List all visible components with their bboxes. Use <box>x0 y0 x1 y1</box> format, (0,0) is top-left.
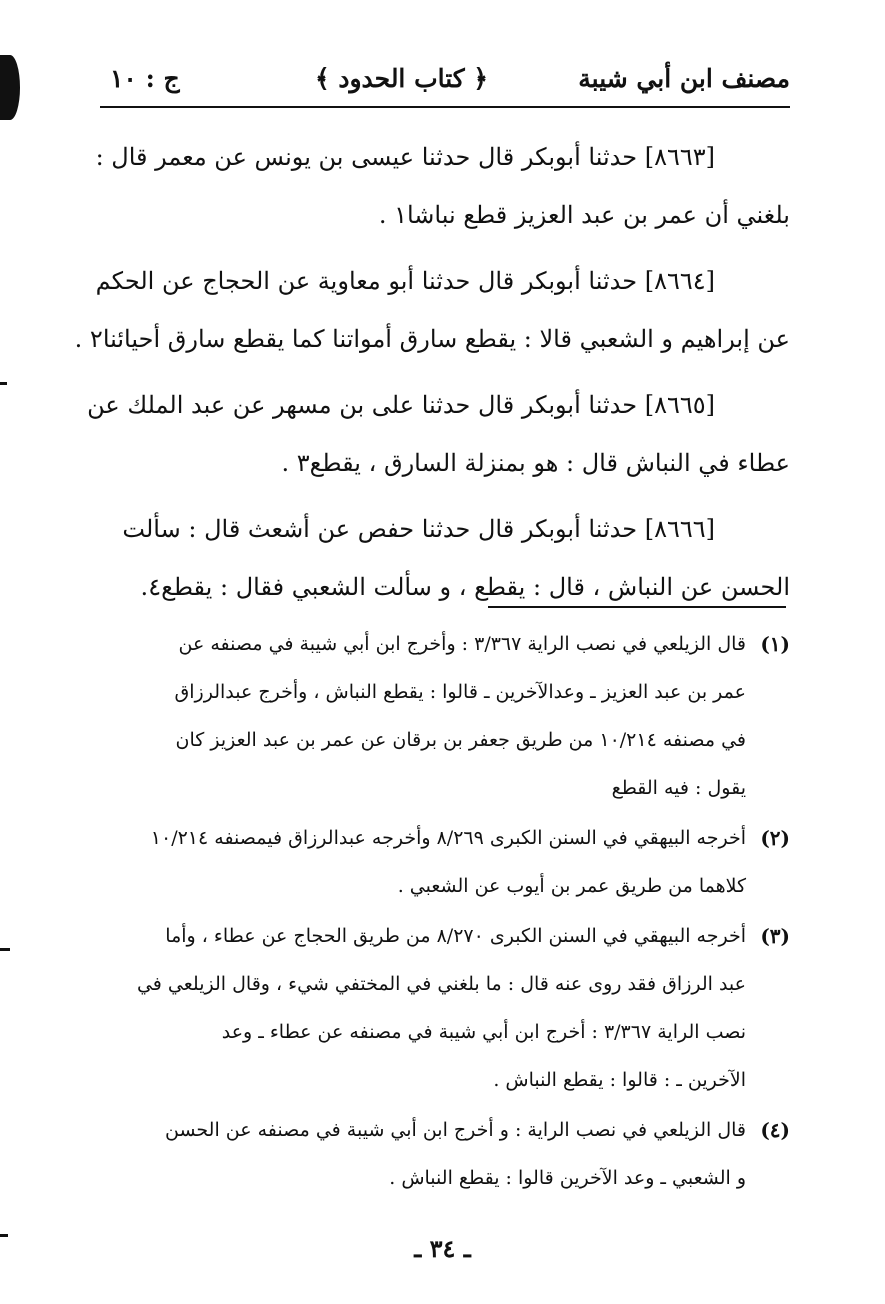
footnote-1 <box>90 620 790 812</box>
hadith-text <box>74 128 790 624</box>
footnotes <box>90 620 790 1204</box>
footnote-number: (٣) <box>760 924 790 948</box>
footnote-number: (١) <box>760 632 790 656</box>
footnote-line: في مصنفه ١٠/٢١٤ من طريق جعفر بن برقان عن عمر بن عبد العزيز كان <box>175 729 746 751</box>
book-title: مصنف ابن أبي شيبة <box>578 64 790 93</box>
footnote-line: يقول : فيه القطع <box>611 777 746 799</box>
footnote-3 <box>90 912 790 1104</box>
text-line: الحسن عن النباش ، قال : يقطع ، و سألت الشعبي فقال : يقطع٤. <box>140 573 790 601</box>
text-line: [٨٦٦٥] حدثنا أبوبكر قال حدثنا على بن مسهر عن عبد الملك عن <box>87 391 715 419</box>
text-line: بلغني أن عمر بن عبد العزيز قطع نباشا١ . <box>378 201 790 229</box>
text-line: [٨٦٦٦] حدثنا أبوبكر قال حدثنا حفص عن أشعث قال : سألت <box>122 515 715 543</box>
text-line: عطاء في النباش قال : هو بمنزلة السارق ، يقطع٣ . <box>281 449 790 477</box>
scan-edge-blot <box>0 55 20 120</box>
volume-number: ج : ١٠ <box>110 64 180 93</box>
hadith-8666 <box>100 500 790 616</box>
hadith-8664 <box>74 252 790 368</box>
text-line: [٨٦٦٤] حدثنا أبوبكر قال حدثنا أبو معاوية عن الحجاج عن الحكم <box>95 267 715 295</box>
footnote-number: (٤) <box>760 1118 790 1142</box>
footnote-line: كلاهما من طريق عمر بن أيوب عن الشعبي . <box>397 875 746 897</box>
header-rule <box>100 106 790 108</box>
footnote-4 <box>90 1106 790 1202</box>
hadith-8663 <box>95 128 790 244</box>
footnote-line: نصب الراية ٣/٣٦٧ : أخرج ابن أبي شيبة في مصنفه عن عطاء ـ وعد <box>221 1021 746 1043</box>
footnote-line: الآخرين ـ : قالوا : يقطع النباش . <box>493 1069 746 1091</box>
hadith-8665 <box>87 376 790 492</box>
footnote-line: قال الزيلعي في نصب الراية ٣/٣٦٧ : وأخرج ابن أبي شيبة في مصنفه عن <box>178 633 746 655</box>
chapter-title: ﴿ كتاب الحدود ﴾ <box>315 64 489 93</box>
page-number: ـ ٣٤ ـ <box>414 1234 471 1263</box>
footnote-number: (٢) <box>760 826 790 850</box>
footnote-line: قال الزيلعي في نصب الراية : و أخرج ابن أبي شيبة في مصنفه عن الحسن <box>164 1119 746 1141</box>
footnote-line: أخرجه البيهقي في السنن الكبرى ٨/٢٦٩ وأخرجه عبدالرزاق فيمصنفه ١٠/٢١٤ <box>150 827 746 849</box>
footnote-line: عبد الرزاق فقد روى عنه قال : ما بلغني في المختفي شيء ، وقال الزيلعي في <box>136 973 746 995</box>
footnote-line: و الشعبي ـ وعد الآخرين قالوا : يقطع النباش . <box>389 1167 746 1189</box>
footnote-line: أخرجه البيهقي في السنن الكبرى ٨/٢٧٠ من طريق الحجاج عن عطاء ، وأما <box>165 925 746 947</box>
footnote-line: عمر بن عبد العزيز ـ وعدالآخرين ـ قالوا : يقطع النباش ، وأخرج عبدالرزاق <box>174 681 746 703</box>
footnote-separator <box>488 606 786 608</box>
scan-edge-mark <box>0 382 7 385</box>
scan-edge-mark <box>0 948 10 951</box>
text-line: عن إبراهيم و الشعبي قالا : يقطع سارق أمواتنا كما يقطع سارق أحيائنا٢ . <box>74 325 790 353</box>
text-line: [٨٦٦٣] حدثنا أبوبكر قال حدثنا عيسى بن يونس عن معمر قال : <box>95 143 715 171</box>
footnote-2 <box>90 814 790 910</box>
running-header <box>100 58 790 104</box>
